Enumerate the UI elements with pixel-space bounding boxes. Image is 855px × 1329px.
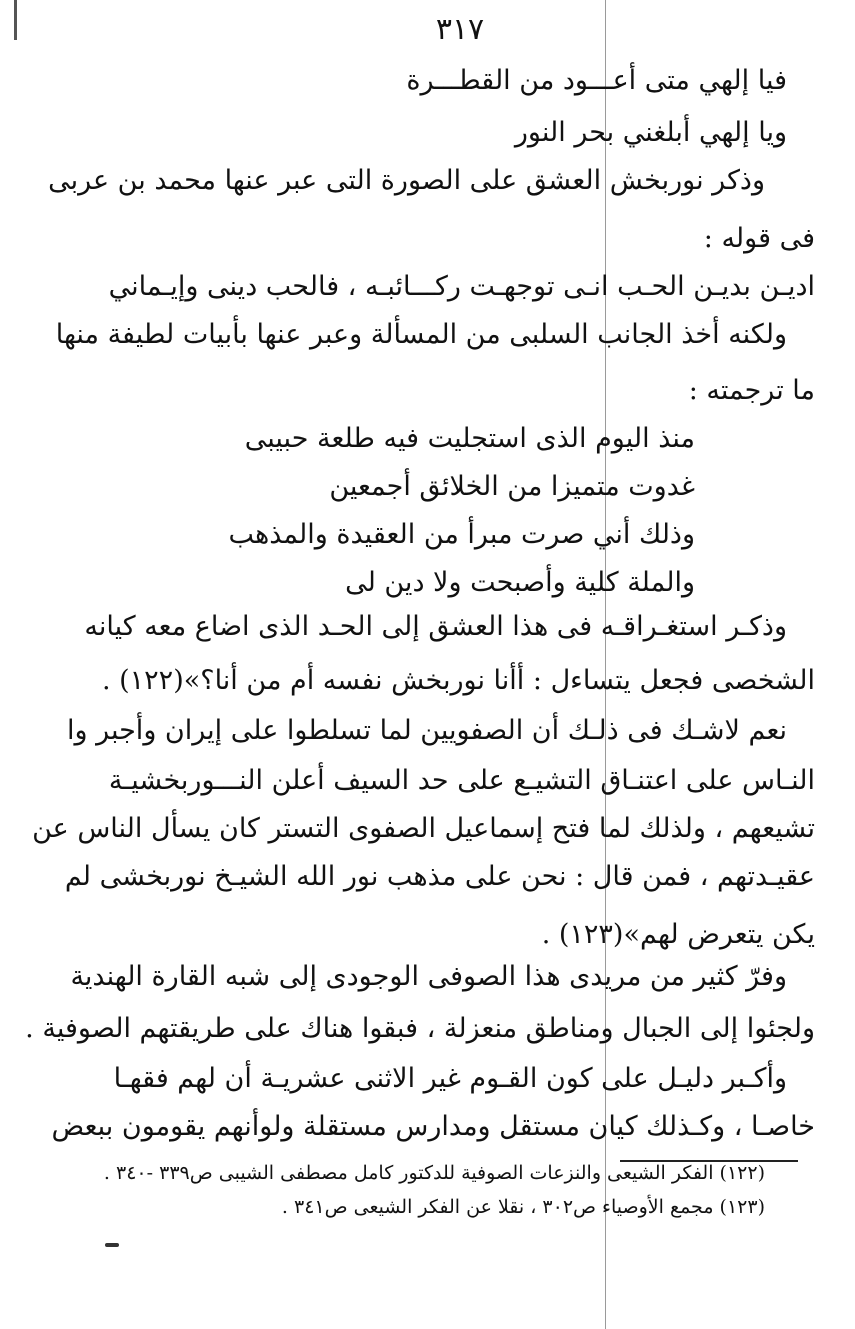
text-line: اديـن بديـن الحـب انـى توجهـت ركـــائبـه ، فالحب دينى وإيـماني xyxy=(108,271,815,302)
text-line: ولجئوا إلى الجبال ومناطق منعزلة ، فبقوا هناك على طريقتهم الصوفية . xyxy=(25,1013,815,1044)
text-line: فيا إلهي متى أعـــود من القطـــرة xyxy=(406,65,787,96)
text-line: غدوت متميزا من الخلائق أجمعين xyxy=(329,471,695,502)
binding-edge-mark xyxy=(14,0,17,40)
scan-speck xyxy=(105,1243,119,1247)
text-line: وذكر نوربخش العشق على الصورة التى عبر عنها محمد بن عربى xyxy=(48,165,765,196)
text-line: يكن يتعرض لهم»(١٢٣) . xyxy=(541,919,815,950)
text-line: ولكنه أخذ الجانب السلبى من المسألة وعبر عنها بأبيات لطيفة منها xyxy=(55,319,787,350)
text-line: عقيـدتهم ، فمن قال : نحن على مذهب نور الله الشيـخ نوربخشى لم xyxy=(64,861,815,892)
text-line: ما ترجمته : xyxy=(688,375,815,406)
text-line: وفرّ كثير من مريدى هذا الصوفى الوجودى إلى شبه القارة الهندية xyxy=(70,961,787,992)
footnote: (١٢٢) الفكر الشيعى والنزعات الصوفية للدكتور كامل مصطفى الشيبى ص٣٣٩ -٣٤٠ . xyxy=(103,1162,765,1184)
text-line: الشخصى فجعل يتساءل : أأنا نوربخش نفسه أم من أنا؟»(١٢٢) . xyxy=(101,665,815,696)
text-line: والملة كلية وأصبحت ولا دين لى xyxy=(345,567,695,598)
text-line: منذ اليوم الذى استجليت فيه طلعة حبيبى xyxy=(244,423,695,454)
text-line: تشيعهم ، ولذلك لما فتح إسماعيل الصفوى التستر كان يسأل الناس عن xyxy=(32,813,815,844)
page-number: ٣١٧ xyxy=(435,12,485,47)
text-line: وذكـر استغـراقـه فى هذا العشق إلى الحـد الذى اضاع معه كيانه xyxy=(84,611,787,642)
text-line: وأكـبر دليـل على كون القـوم غير الاثنى عشريـة أن لهم فقهـا xyxy=(113,1063,787,1094)
text-line: نعم لاشـك فى ذلـك أن الصفويين لما تسلطوا على إيران وأجبر وا xyxy=(66,715,787,746)
text-line: خاصـا ، وكـذلك كيان مستقل ومدارس مستقلة ولوأنهم يقومون ببعض xyxy=(51,1111,815,1142)
text-line: النـاس على اعتنـاق التشيـع على حد السيف أعلن النـــوربخشيـة xyxy=(108,765,815,796)
text-line: وذلك أني صرت مبرأ من العقيدة والمذهب xyxy=(228,519,695,550)
text-line: فى قوله : xyxy=(703,223,815,254)
footnote: (١٢٣) مجمع الأوصياء ص٣٠٢ ، نقلا عن الفكر الشيعى ص٣٤١ . xyxy=(281,1196,765,1218)
text-line: ويا إلهي أبلغني بحر النور xyxy=(514,117,787,148)
